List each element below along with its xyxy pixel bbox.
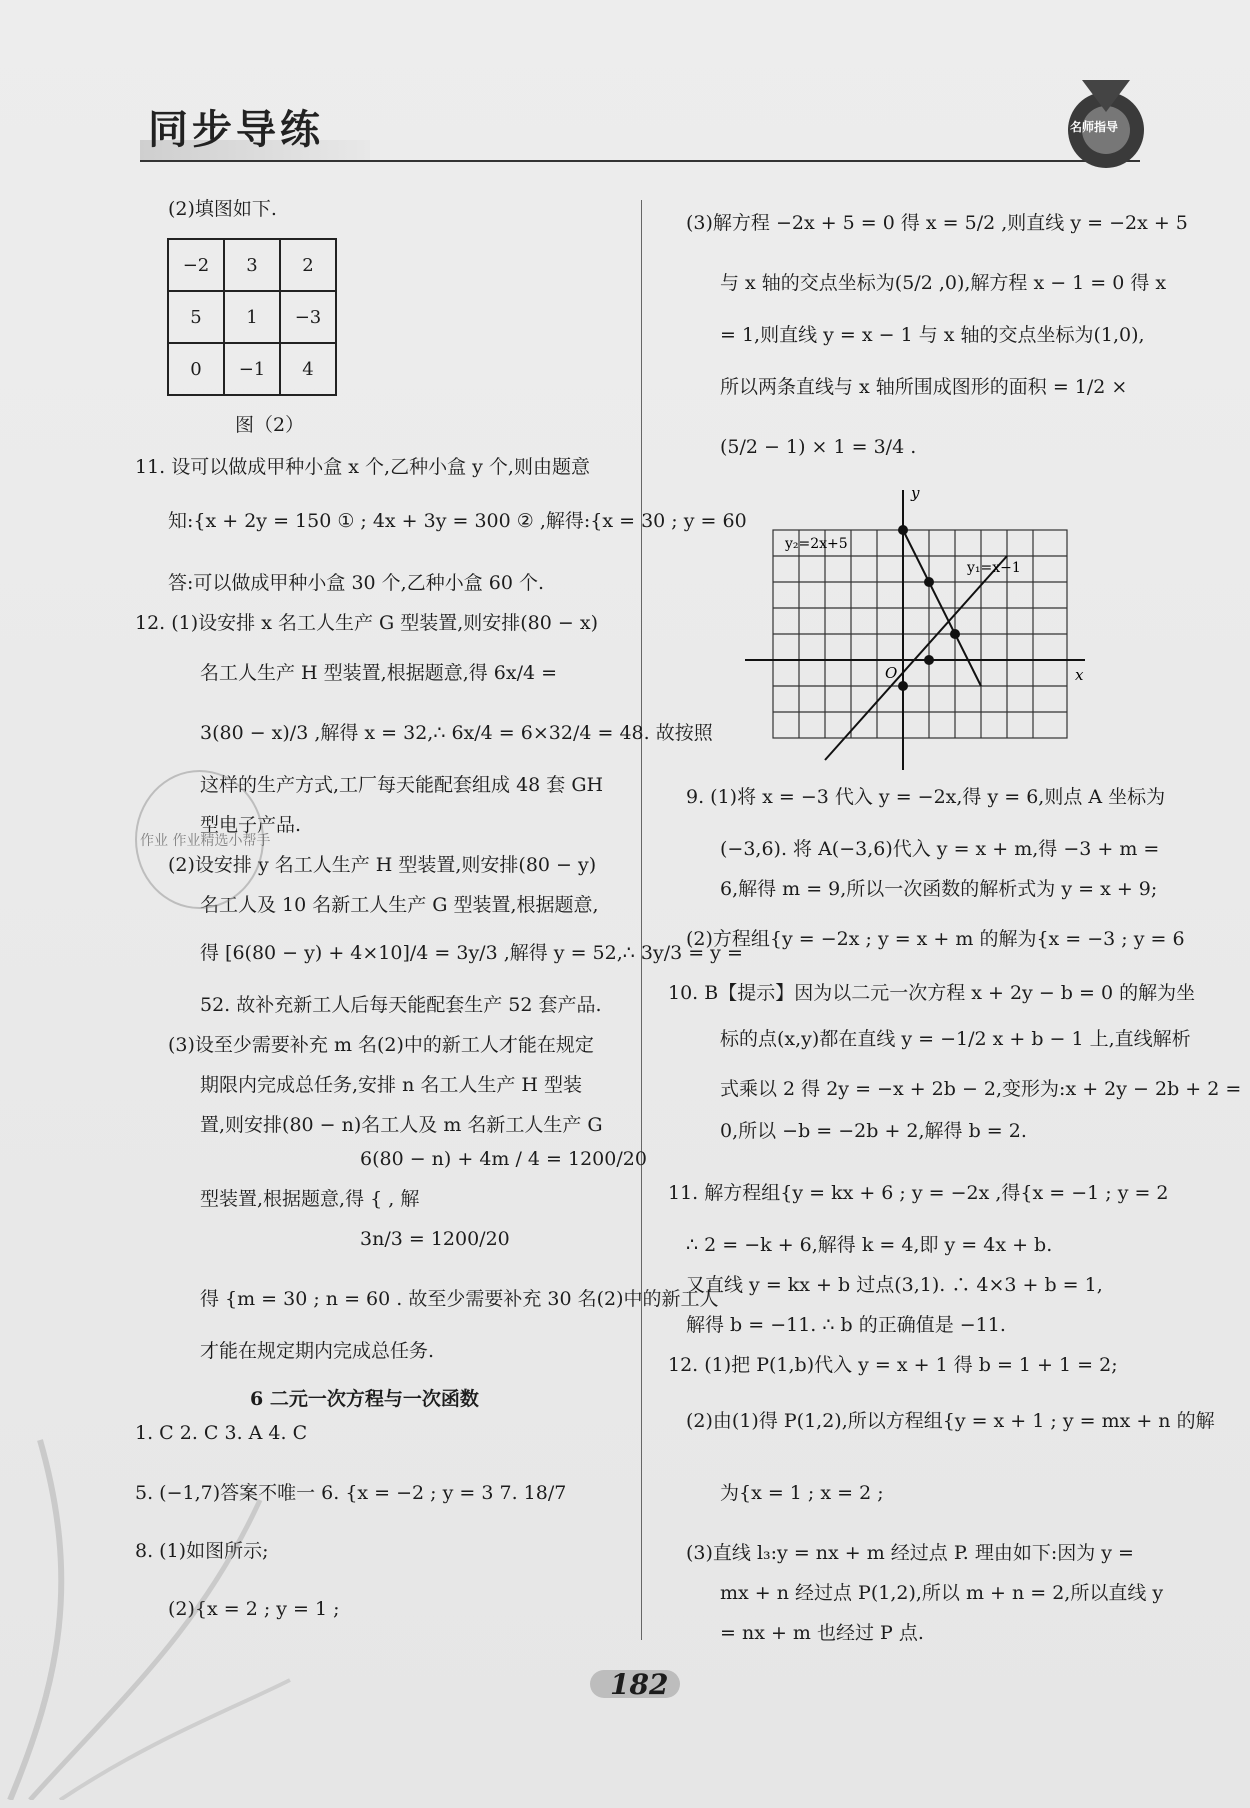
magic-square — [167, 238, 337, 396]
grid-cell: 4 — [280, 343, 336, 395]
q12-line: 为{x = 1 ; x = 2 ; — [720, 1482, 884, 1504]
q12-line: 型装置,根据题意,得 { , 解 — [200, 1188, 420, 1210]
stamp-text: 作业 作业精选小帮手 — [140, 833, 271, 849]
r3-line: (3)解方程 −2x + 5 = 0 得 x = 5/2 ,则直线 y = −2x + 5 — [686, 212, 1188, 234]
q11-line: 11. 设可以做成甲种小盒 x 个,乙种小盒 y 个,则由题意 — [135, 456, 590, 478]
x-axis-label: x — [1075, 666, 1084, 684]
q12-line: mx + n 经过点 P(1,2),所以 m + n = 2,所以直线 y — [720, 1582, 1164, 1604]
answers-line: 1. C 2. C 3. A 4. C — [135, 1422, 308, 1444]
function-graph — [735, 480, 1115, 780]
q12-line: 这样的生产方式,工厂每天能配套组成 48 套 GH — [200, 774, 604, 796]
q10-line: 标的点(x,y)都在直线 y = −1/2 x + b − 1 上,直线解析 — [720, 1028, 1191, 1050]
q12-line: 期限内完成总任务,安排 n 名工人生产 H 型装 — [200, 1074, 583, 1096]
q12-line: = nx + m 也经过 P 点. — [720, 1622, 924, 1644]
grid-cell: −1 — [224, 343, 280, 395]
q11-line: 又直线 y = kx + b 过点(3,1). ∴ 4×3 + b = 1, — [686, 1274, 1103, 1296]
q12-line: 型电子产品. — [200, 814, 302, 836]
grid-cell: 1 — [224, 291, 280, 343]
r3-line: 所以两条直线与 x 轴所围成图形的面积 = 1/2 × — [720, 376, 1128, 398]
grid-cell: 3 — [224, 239, 280, 291]
q12-line: 名工人生产 H 型装置,根据题意,得 6x/4 = — [200, 662, 558, 684]
q10-line: 10. B【提示】因为以二元一次方程 x + 2y − b = 0 的解为坐 — [668, 982, 1196, 1004]
point — [924, 655, 934, 665]
q11-line: 解得 b = −11. ∴ b 的正确值是 −11. — [686, 1314, 1006, 1336]
r3-line: = 1,则直线 y = x − 1 与 x 轴的交点坐标为(1,0), — [720, 324, 1145, 346]
q9-line: 6,解得 m = 9,所以一次函数的解析式为 y = x + 9; — [720, 878, 1158, 900]
q11-line: 知:{x + 2y = 150 ① ; 4x + 3y = 300 ② ,解得:{x = 30 ; y = 60 — [168, 510, 747, 532]
label-y2: y₂=2x+5 — [785, 536, 848, 552]
answers-line: (2){x = 2 ; y = 1 ; — [168, 1598, 340, 1620]
q12-line: 才能在规定期内完成总任务. — [200, 1340, 435, 1362]
q10-line: 0,所以 −b = −2b + 2,解得 b = 2. — [720, 1120, 1027, 1142]
q12-line: 12. (1)设安排 x 名工人生产 G 型装置,则安排(80 − x) — [135, 612, 598, 634]
q9-line: (−3,6). 将 A(−3,6)代入 y = x + m,得 −3 + m = — [720, 838, 1160, 860]
grid-caption: 图（2） — [235, 414, 305, 436]
origin-label: O — [885, 664, 898, 682]
q12-line: (3)直线 l₃:y = nx + m 经过点 P. 理由如下:因为 y = — [686, 1542, 1134, 1564]
q12-line: (2)设安排 y 名工人生产 H 型装置,则安排(80 − y) — [168, 854, 597, 876]
q11-line: 答:可以做成甲种小盒 30 个,乙种小盒 60 个. — [168, 572, 544, 594]
q12-line: 名工人及 10 名新工人生产 G 型装置,根据题意, — [200, 894, 599, 916]
q9-line: 9. (1)将 x = −3 代入 y = −2x,得 y = 6,则点 A 坐标为 — [686, 786, 1166, 808]
q9-line: (2)方程组{y = −2x ; y = x + m 的解为{x = −3 ; y = 6 — [686, 928, 1185, 950]
point — [898, 681, 908, 691]
answers-line: 8. (1)如图所示; — [135, 1540, 269, 1562]
q12-line: (2)由(1)得 P(1,2),所以方程组{y = x + 1 ; y = mx + n 的解 — [686, 1410, 1215, 1432]
badge-text: 名师指导 — [1070, 120, 1119, 134]
q11-line: ∴ 2 = −k + 6,解得 k = 4,即 y = 4x + b. — [686, 1234, 1053, 1256]
q12-line: 3n/3 = 1200/20 — [360, 1228, 510, 1250]
section-title: 6 二元一次方程与一次函数 — [250, 1388, 479, 1410]
label-y1: y₁=x−1 — [967, 560, 1021, 576]
header-title: 同步导练 — [148, 107, 324, 153]
point — [898, 525, 908, 535]
grid-cell: 2 — [280, 239, 336, 291]
grid-cell: 0 — [168, 343, 224, 395]
q12-line: 得 [6(80 − y) + 4×10]/4 = 3y/3 ,解得 y = 52,∴ 3y/3 = y = — [200, 942, 743, 964]
graph-grid — [773, 530, 1067, 738]
header-rule — [140, 160, 1140, 162]
page-number: 182 — [610, 1668, 669, 1701]
point — [924, 577, 934, 587]
r3-line: 与 x 轴的交点坐标为(5/2 ,0),解方程 x − 1 = 0 得 x — [720, 272, 1167, 294]
answers-line: 5. (−1,7)答案不唯一 6. {x = −2 ; y = 3 7. 18/7 — [135, 1482, 567, 1504]
q12-line: 6(80 − n) + 4m / 4 = 1200/20 — [360, 1148, 647, 1170]
grid-cell: 5 — [168, 291, 224, 343]
q11-line: 11. 解方程组{y = kx + 6 ; y = −2x ,得{x = −1 ; y = 2 — [668, 1182, 1169, 1204]
grid-cell: −3 — [280, 291, 336, 343]
r3-line: (5/2 − 1) × 1 = 3/4 . — [720, 436, 917, 458]
q12-line: 12. (1)把 P(1,b)代入 y = x + 1 得 b = 1 + 1 = 2; — [668, 1354, 1118, 1376]
column-divider — [641, 200, 642, 1640]
point — [950, 629, 960, 639]
q12-line: 52. 故补充新工人后每天能配套生产 52 套产品. — [200, 994, 602, 1016]
leaf-decoration — [0, 1380, 300, 1800]
y-axis-label: y — [911, 484, 920, 502]
q10-line: 式乘以 2 得 2y = −x + 2b − 2,变形为:x + 2y − 2b + 2 = — [720, 1078, 1242, 1100]
q12-line: 置,则安排(80 − n)名工人及 m 名新工人生产 G — [200, 1114, 603, 1136]
fill-intro: (2)填图如下. — [168, 198, 277, 220]
q12-line: 3(80 − x)/3 ,解得 x = 32,∴ 6x/4 = 6×32/4 = 48. 故按照 — [200, 722, 713, 744]
line-y1 — [825, 556, 1007, 760]
q12-line: (3)设至少需要补充 m 名(2)中的新工人才能在规定 — [168, 1034, 594, 1056]
grid-cell: −2 — [168, 239, 224, 291]
q12-line: 得 {m = 30 ; n = 60 . 故至少需要补充 30 名(2)中的新工人 — [200, 1288, 719, 1310]
